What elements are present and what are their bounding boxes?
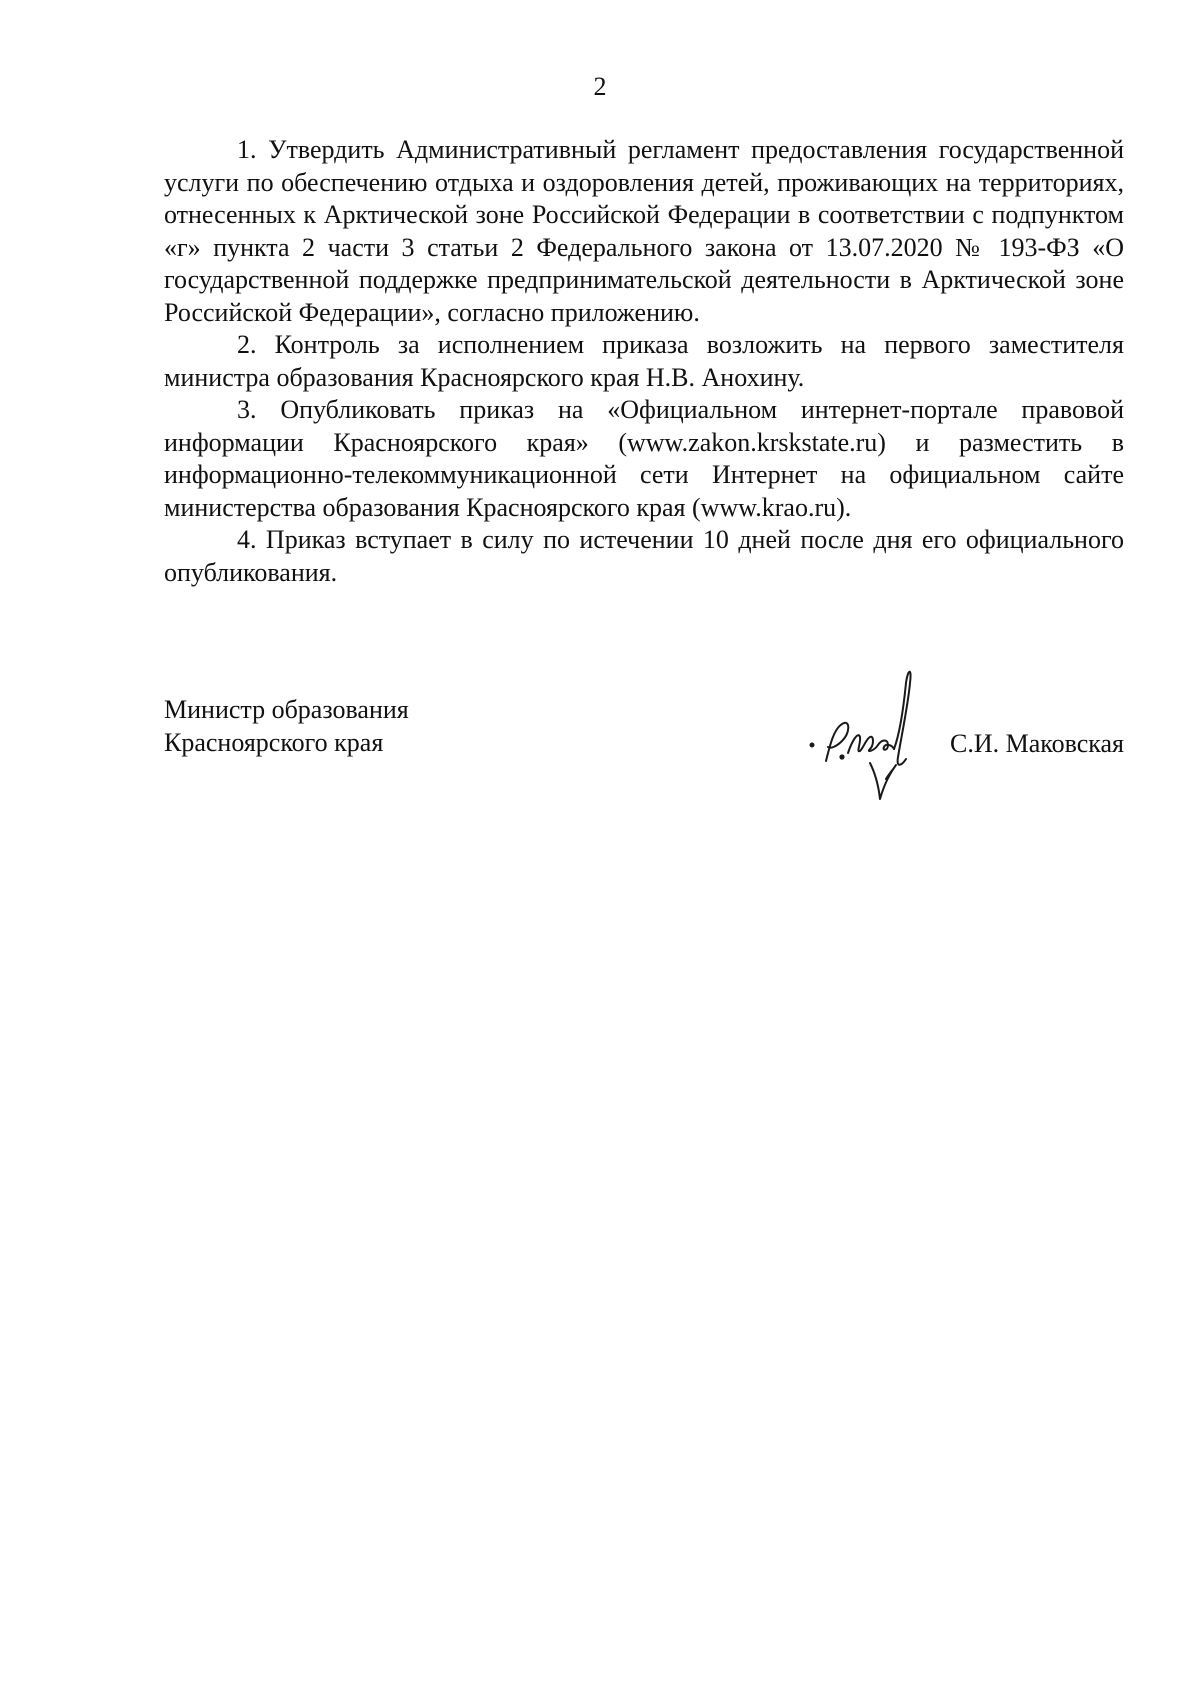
signature-block [164, 693, 1124, 813]
signer-position-line-2: Красноярского края [164, 728, 384, 757]
paragraph-4: 4. Приказ вступает в силу по истечении 10 дней после дня его официального опубликования. [164, 525, 1124, 587]
document-body [164, 134, 1124, 589]
handwritten-signature-icon [804, 653, 954, 803]
paragraph-1: 1. Утвердить Административный регламент предоставления государственной услуги по обеспечению отдыха и оздоровления детей, проживающих на территориях, отнесенных к Арктической зоне Российской Федерации в соответствии с подпунктом «г» пункта 2 части 3 статьи 2 Федерального закона от 13.07.2020 № 193-ФЗ «О государственной поддержке предпринимательской деятельности в Арктической зоне Российской Федерации», согласно приложению. [164, 135, 1124, 327]
signer-position [164, 693, 409, 759]
signer-position-line-1: Министр образования [164, 695, 409, 724]
paragraph-2: 2. Контроль за исполнением приказа возложить на первого заместителя министра образования Красноярского края Н.В. Анохину. [164, 330, 1124, 392]
signer-name: С.И. Маковская [950, 729, 1124, 758]
paragraph-3: 3. Опубликовать приказ на «Официальном интернет-портале правовой информации Красноярского края» (www.zakon.krskstate.ru) и разместить в информационно-телекоммуникационной сети Интернет на официальном сайте министерства образования Красноярского края (www.krao.ru). [164, 395, 1124, 522]
page-number: 2 [593, 72, 607, 101]
